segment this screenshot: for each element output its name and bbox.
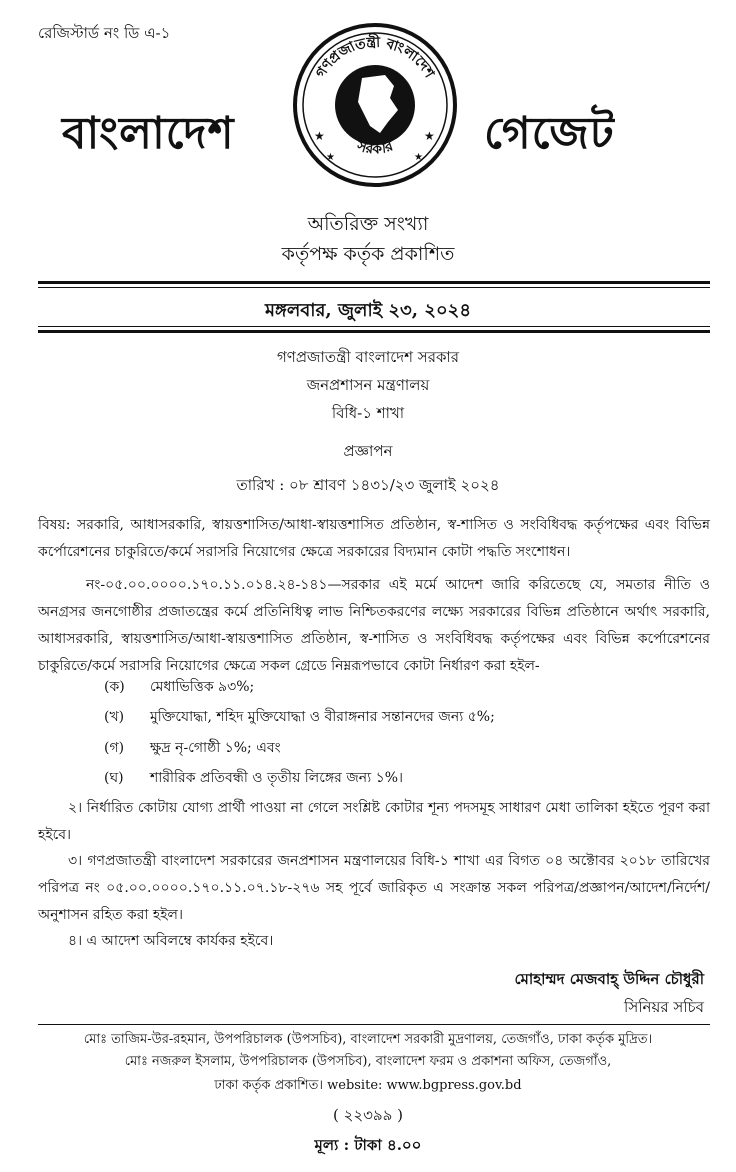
signatory-name: মোহাম্মদ মেজবাহ্ উদ্দিন চৌধুরী bbox=[514, 970, 704, 988]
order-paragraph-4: ৪। এ আদেশ অবিলম্বে কার্যকর হইবে। bbox=[68, 933, 274, 949]
list-item bbox=[104, 675, 254, 699]
divider-bottom-thin bbox=[38, 326, 710, 327]
ministry-name: জনপ্রশাসন মন্ত্রণালয় bbox=[306, 376, 430, 394]
list-text: মুক্তিযোদ্ধা, শহিদ মুক্তিযোদ্ধা ও বীরাঙ্গনার সন্তানদের জন্য ৫%; bbox=[150, 709, 495, 725]
list-marker: (খ) bbox=[104, 709, 125, 725]
order-paragraph-3: ৩। গণপ্রজাতন্ত্রী বাংলাদেশ সরকারের জনপ্রশাসন মন্ত্রণালয়ের বিধি-১ শাখা এর বিগত ০৪ অক্টোবর ২০১৮ তারিখের পরিপত্র নং ০৫.০০.০০০০.১৭০.১১.০৭.১৮-২৭৬ সহ পূর্বে জারিকৃত এ সংক্রান্ত সকল পরিপত্র/প্রজ্ঞাপন/আদেশ/নির্দেশ/অনুশাসন রহিত করা হইল। bbox=[38, 853, 710, 923]
government-seal-icon bbox=[290, 20, 460, 190]
order-paragraph-1: নং-০৫.০০.০০০০.১৭০.১১.০১৪.২৪-১৪১—সরকার এই মর্মে আদেশ জারি করিতেছে যে, সমতার নীতি ও অনগ্রসর জনগোষ্ঠীর প্রজাতন্ত্রের কর্মে প্রতিনিধিত্ব লাভ নিশ্চিতকরণের লক্ষ্যে সরকারের বিভিন্ন প্রতিষ্ঠানে অর্থাৎ সরকারি, আধাসরকারি, স্বায়ত্তশাসিত/আধা-স্বায়ত্তশাসিত প্রতিষ্ঠান, স্ব-শাসিত ও সংবিধিবদ্ধ কর্তৃপক্ষের এবং বিভিন্ন কর্পোরেশনের চাকুরিতে/কর্মে সরাসরি নিয়োগের ক্ষেত্রে সকল গ্রেডে নিম্নরূপভাবে কোটা নির্ধারণ করা হইল- bbox=[38, 577, 710, 674]
notice-date: তারিখ : ০৮ শ্রাবণ ১৪৩১/২৩ জুলাই ২০২৪ bbox=[236, 476, 500, 494]
branch-name: বিধি-১ শাখা bbox=[331, 404, 405, 422]
seal-bottom-text: সরকার bbox=[354, 138, 396, 158]
printer-credit: মোঃ তাজিম-উর-রহমান, উপপরিচালক (উপসচিব), বাংলাদেশ সরকারী মুদ্রণালয়, তেজগাঁও, ঢাকা কর্তৃক মুদ্রিত। bbox=[83, 1032, 653, 1047]
extra-issue-label: অতিরিক্ত সংখ্যা bbox=[307, 213, 429, 235]
list-text: মেধাভিত্তিক ৯৩%; bbox=[150, 679, 255, 695]
gazette-date: মঙ্গলবার, জুলাই ২৩, ২০২৪ bbox=[264, 300, 472, 321]
list-marker: (গ) bbox=[104, 740, 125, 756]
list-text: ক্ষুদ্র নৃ-গোষ্ঠী ১%; এবং bbox=[150, 740, 281, 756]
order-paragraph-2: ২। নির্ধারিত কোটায় যোগ্য প্রার্থী পাওয়া না গেলে সংশ্লিষ্ট কোটার শূন্য পদসমূহ সাধারণ মেধা তালিকা হইতে পূরণ করা হইবে। bbox=[38, 800, 710, 843]
government-name: গণপ্রজাতন্ত্রী বাংলাদেশ সরকার bbox=[276, 348, 460, 366]
seal-star-icon: ★ bbox=[414, 152, 423, 163]
list-marker: (ঘ) bbox=[104, 770, 124, 786]
divider-top-thin bbox=[38, 287, 710, 288]
divider-bottom-thick bbox=[38, 330, 710, 333]
signatory-designation: সিনিয়র সচিব bbox=[624, 998, 704, 1016]
list-item bbox=[104, 736, 281, 760]
published-by-label: কর্তৃপক্ষ কর্তৃক প্রকাশিত bbox=[281, 243, 455, 265]
list-item bbox=[104, 705, 495, 729]
list-marker: (ক) bbox=[104, 679, 125, 695]
list-item bbox=[104, 766, 403, 790]
gazette-title-left: বাংলাদেশ bbox=[62, 108, 235, 159]
divider-top-thick bbox=[38, 281, 710, 284]
seal-star-icon: ★ bbox=[326, 152, 335, 163]
footer-divider bbox=[38, 1024, 710, 1025]
notice-title: প্রজ্ঞাপন bbox=[343, 442, 393, 460]
gazette-title-right: গেজেট bbox=[484, 108, 615, 159]
subject-paragraph: বিষয়: সরকারি, আধাসরকারি, স্বায়ত্তশাসিত/আধা-স্বায়ত্তশাসিত প্রতিষ্ঠান, স্ব-শাসিত ও সংবিধিবদ্ধ কর্তৃপক্ষের এবং বিভিন্ন কর্পোরেশনের চাকুরিতে/কর্মে সরাসরি নিয়োগের ক্ষেত্রে সরকারের বিদ্যমান কোটা পদ্ধতি সংশোধন। bbox=[38, 517, 710, 560]
seal-star-icon: ★ bbox=[314, 129, 325, 143]
list-text: শারীরিক প্রতিবন্ধী ও তৃতীয় লিঙ্গের জন্য ১%। bbox=[150, 770, 404, 786]
publisher-credit-line2: ঢাকা কর্তৃক প্রকাশিত। website: www.bgpress.gov.bd bbox=[214, 1078, 522, 1093]
seal-star-icon: ★ bbox=[424, 129, 435, 143]
seal-top-text: গণপ্রজাতন্ত্রী বাংলাদেশ bbox=[312, 34, 438, 81]
registration-number: রেজিস্টার্ড নং ডি এ-১ bbox=[38, 24, 171, 42]
price-label: মূল্য : টাকা ৪.০০ bbox=[314, 1136, 422, 1154]
publisher-credit: মোঃ নজরুল ইসলাম, উপপরিচালক (উপসচিব), বাংলাদেশ ফরম ও প্রকাশনা অফিস, তেজগাঁও, bbox=[124, 1054, 612, 1069]
page-number: ( ২২৩৯৯ ) bbox=[333, 1106, 403, 1124]
